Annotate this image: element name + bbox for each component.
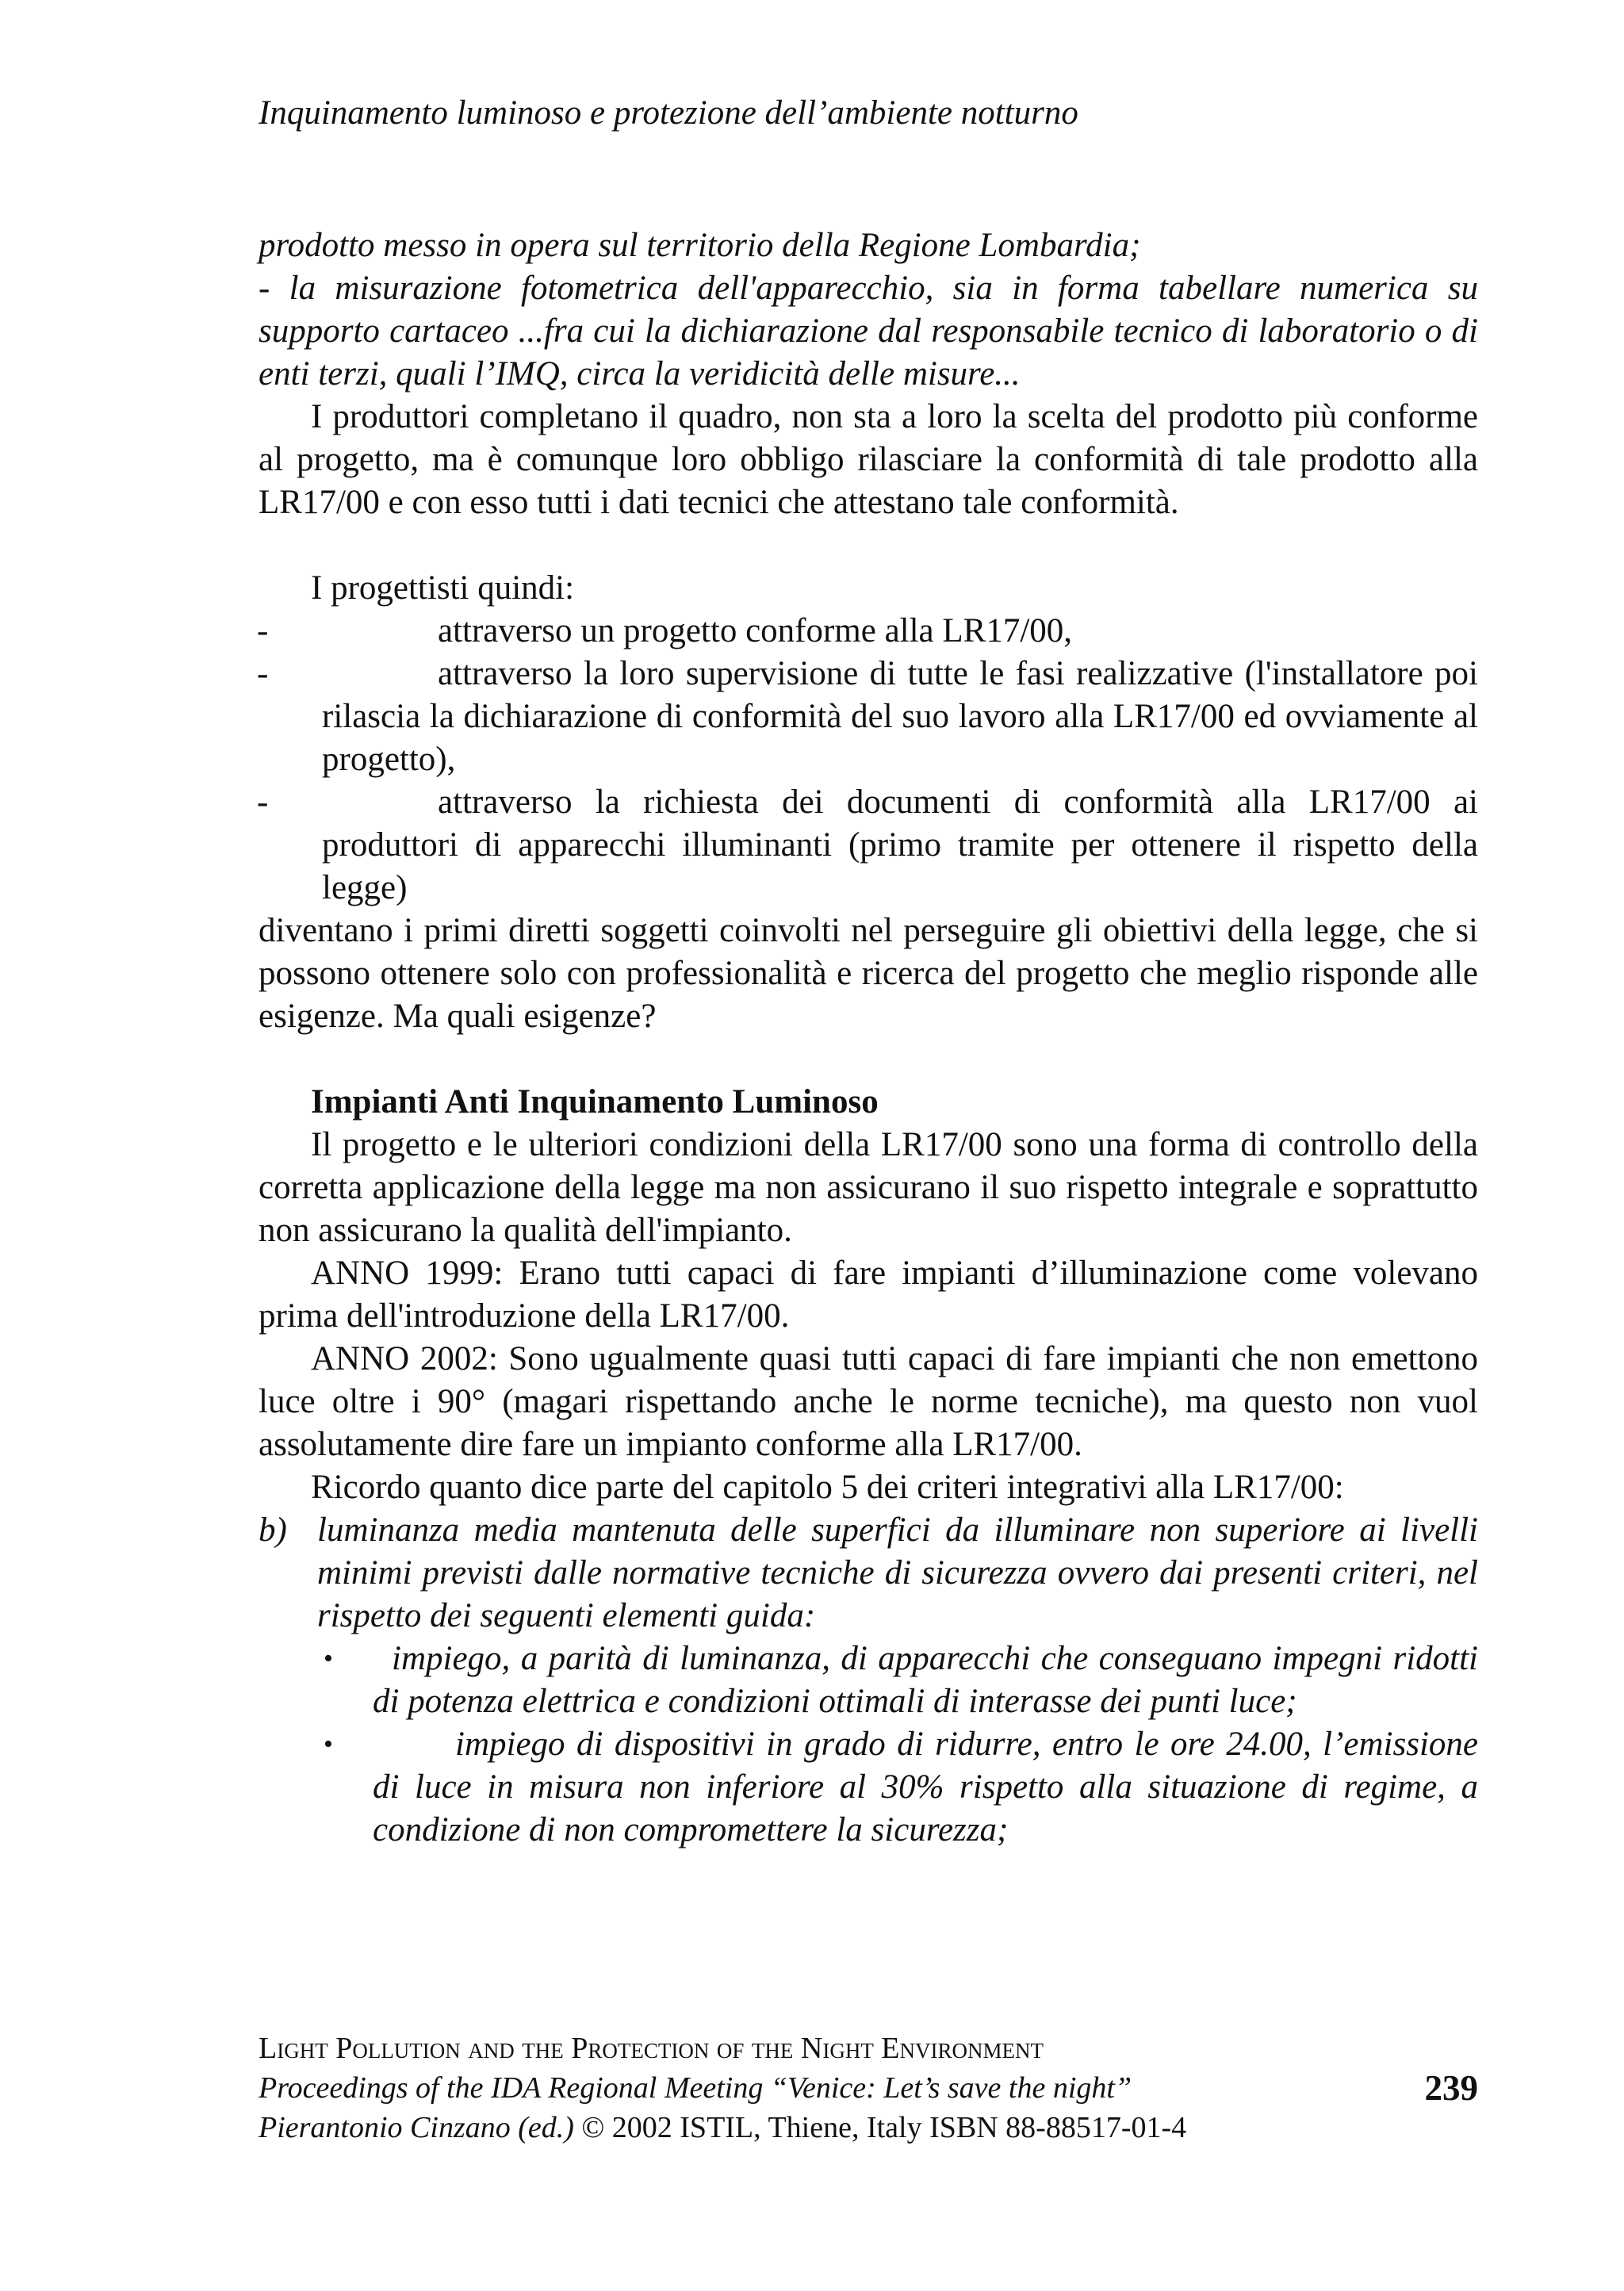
bullet-text: impiego di dispositivi in grado di ridurre, entro le ore 24.00, l’emissione di luce in misura non inferiore al 30% rispetto alla situazione di regime, a condizione di non compromettere la sicurezza; bbox=[373, 1726, 1478, 1849]
section-heading: Impianti Anti Inquinamento Luminoso bbox=[311, 1083, 879, 1121]
footer-editor: Pierantonio Cinzano (ed.) bbox=[259, 2111, 574, 2144]
paragraph-designers-intro: I progettisti quindi: bbox=[311, 569, 575, 607]
page-number: 239 bbox=[1424, 2068, 1478, 2108]
list-item-text: attraverso un progetto conforme alla LR17/00, bbox=[438, 612, 1073, 649]
list-item bbox=[259, 781, 1478, 910]
bullet-item bbox=[317, 1638, 1478, 1723]
paragraph-year-2002: ANNO 2002: Sono ugualmente quasi tutti capaci di fare impianti che non emettono luce oltre i 90° (magari rispettando anche le norme tecniche), ma questo non vuol assolutamente dire fare un impianto conforme alla LR17/00. bbox=[259, 1340, 1478, 1463]
paragraph-designers-close: diventano i primi diretti soggetti coinvolti nel perseguire gli obiettivi della legge, che si possono ottenere solo con professionalità e ricerca del progetto che meglio risponde alle esigenze. Ma quali esigenze? bbox=[259, 912, 1478, 1035]
page-body bbox=[259, 224, 1478, 1852]
page-footer bbox=[259, 2029, 1478, 2147]
footer-proceedings: Proceedings of the IDA Regional Meeting “Venice: Let’s save the night” bbox=[259, 2071, 1132, 2105]
criteria-item-b bbox=[259, 1509, 1478, 1638]
paragraph-measurement: - la misurazione fotometrica dell'apparecchio, sia in forma tabellare numerica su supporto cartaceo ...fra cui la dichiarazione dal responsabile tecnico di laboratorio o di enti terzi, quali l’IMQ, circa la veridicità delle misure... bbox=[259, 270, 1478, 393]
list-item-text: attraverso la loro supervisione di tutte le fasi realizzative (l'installatore poi rilascia la dichiarazione di conformità del suo lavoro alla LR17/00 ed ovviamente al progetto), bbox=[322, 655, 1478, 778]
dash-marker: - bbox=[257, 783, 269, 821]
footer-book-title: Light Pollution and the Protection of the Night Environment bbox=[259, 2032, 1044, 2065]
footer-copyright: © 2002 ISTIL, Thiene, Italy ISBN 88-88517-01-4 bbox=[573, 2111, 1187, 2144]
paragraph-criteria-intro: Ricordo quanto dice parte del capitolo 5 dei criteri integrativi alla LR17/00: bbox=[311, 1469, 1344, 1506]
bullet-icon: • bbox=[324, 1730, 333, 1759]
bullet-text: impiego, a parità di luminanza, di apparecchi che conseguano impegni ridotti di potenza elettrica e condizioni ottimali di interasse dei punti luce; bbox=[373, 1640, 1478, 1720]
paragraph-project-control: Il progetto e le ulteriori condizioni della LR17/00 sono una forma di controllo della corretta applicazione della legge ma non assicurano il suo rispetto integrale e soprattutto non assicurano la qualità dell'impianto. bbox=[259, 1126, 1478, 1249]
dash-marker: - bbox=[257, 612, 269, 649]
list-item bbox=[259, 653, 1478, 781]
bullet-item bbox=[317, 1723, 1478, 1852]
list-item-text: attraverso la richiesta dei documenti di conformità alla LR17/00 ai produttori di apparecchi illuminanti (primo tramite per ottenere il rispetto della legge) bbox=[322, 783, 1478, 906]
running-header: Inquinamento luminoso e protezione dell’ambiente notturno bbox=[259, 94, 1078, 132]
item-marker: b) bbox=[259, 1511, 287, 1549]
footer-publication-info bbox=[259, 2108, 1478, 2147]
list-item bbox=[259, 610, 1478, 653]
bullet-icon: • bbox=[324, 1644, 333, 1673]
paragraph-year-1999: ANNO 1999: Erano tutti capaci di fare impianti d’illuminazione come volevano prima dell'introduzione della LR17/00. bbox=[259, 1255, 1478, 1335]
paragraph-continuation: prodotto messo in opera sul territorio della Regione Lombardia; bbox=[259, 227, 1141, 264]
dash-marker: - bbox=[257, 655, 269, 692]
paragraph-producers: I produttori completano il quadro, non sta a loro la scelta del prodotto più conforme al progetto, ma è comunque loro obbligo rilasciare la conformità di tale prodotto alla LR17/00 e con esso tutti i dati tecnici che attestano tale conformità. bbox=[259, 398, 1478, 521]
criteria-item-text: luminanza media mantenuta delle superfici da illuminare non superiore ai livelli minimi previsti dalle normative tecniche di sicurezza ovvero dai presenti criteri, nel rispetto dei seguenti elementi guida: bbox=[317, 1511, 1478, 1634]
